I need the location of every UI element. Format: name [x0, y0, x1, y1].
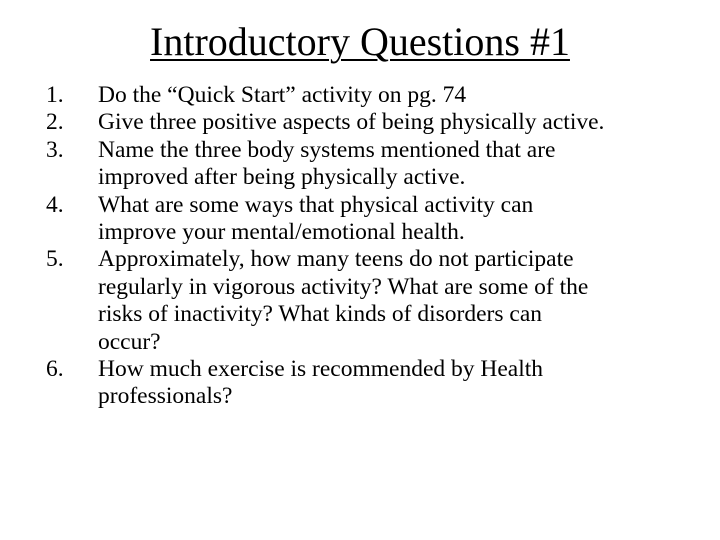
question-item: [46, 82, 706, 109]
question-number: 6.: [46, 356, 64, 383]
question-number: 1.: [46, 82, 64, 108]
question-text: [98, 82, 706, 109]
question-line: Do the “Quick Start” activity on pg. 74: [98, 82, 467, 108]
question-item: [46, 137, 706, 192]
question-line: Give three positive aspects of being physically active.: [98, 109, 605, 136]
question-line: improve your mental/emotional health.: [98, 219, 465, 246]
question-item: [46, 109, 706, 136]
question-line: occur?: [98, 328, 161, 355]
question-text: [98, 246, 706, 356]
question-number: 3.: [46, 136, 64, 163]
question-line: Name the three body systems mentioned that are: [98, 136, 556, 163]
question-number: 4.: [46, 191, 64, 218]
question-item: [46, 356, 706, 411]
question-line: Approximately, how many teens do not participate: [98, 246, 574, 273]
question-number: 2.: [46, 109, 64, 136]
question-item: [46, 192, 706, 247]
question-line: How much exercise is recommended by Health: [98, 356, 544, 383]
question-text: [98, 356, 706, 411]
question-item: [46, 246, 706, 356]
questions-list: [46, 82, 706, 411]
question-text: [98, 109, 706, 136]
question-line: regularly in vigorous activity? What are some of the: [98, 273, 589, 300]
question-line: professionals?: [98, 383, 233, 410]
question-number: 5.: [46, 246, 64, 273]
question-text: [98, 137, 706, 192]
question-line: risks of inactivity? What kinds of disorders can: [98, 301, 543, 328]
question-line: What are some ways that physical activity can: [98, 191, 534, 218]
question-line: improved after being physically active.: [98, 164, 466, 191]
question-text: [98, 192, 706, 247]
slide-title: Introductory Questions #1: [150, 19, 570, 64]
